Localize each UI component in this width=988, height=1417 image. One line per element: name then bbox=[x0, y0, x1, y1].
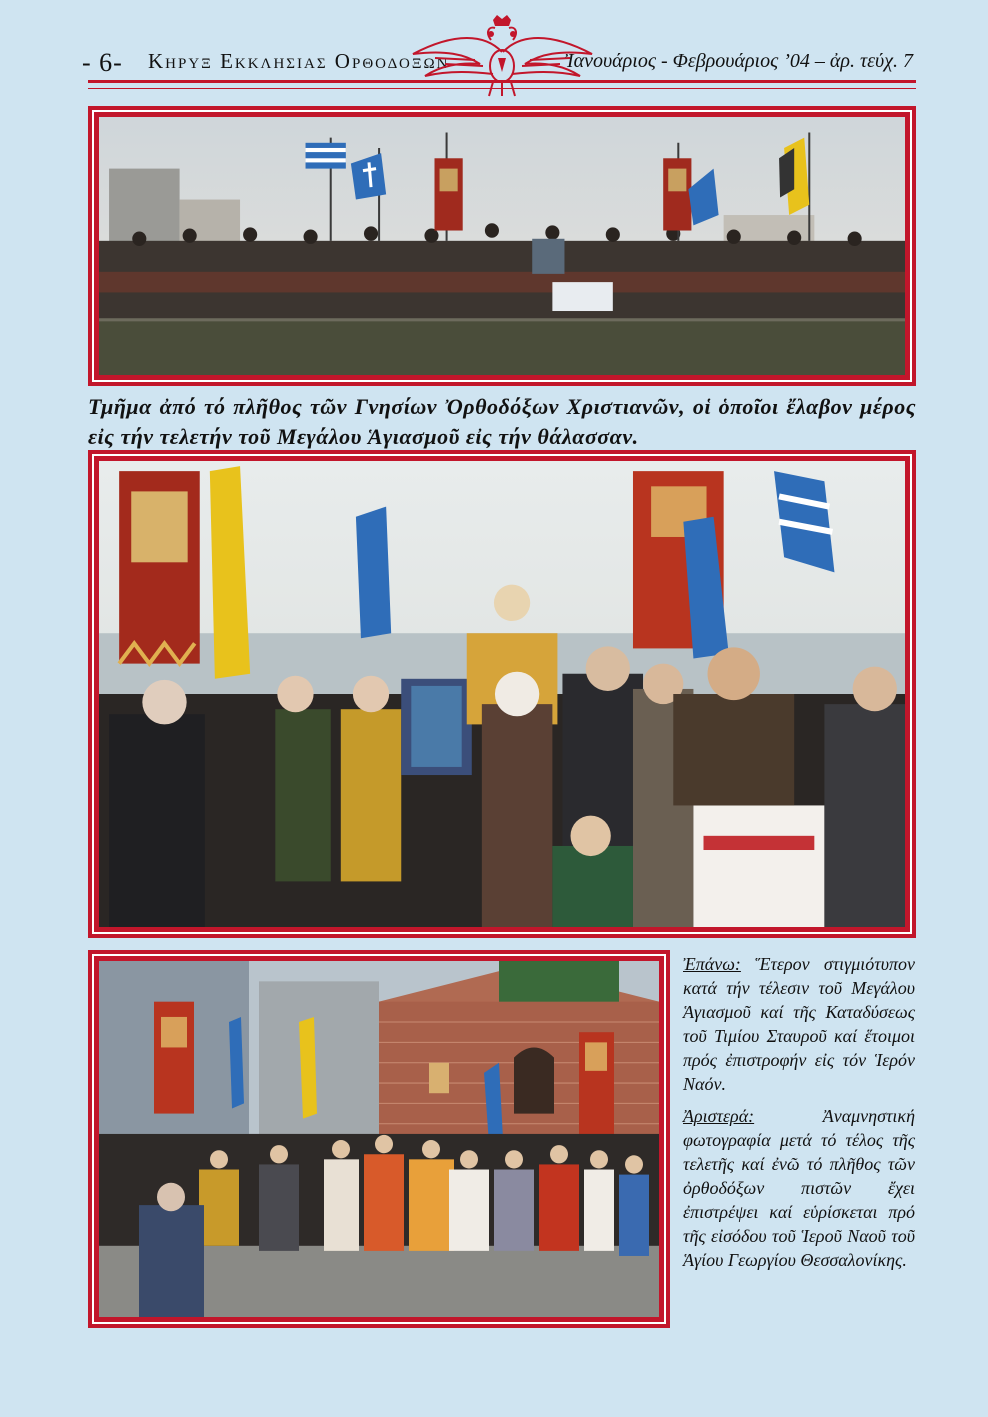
side-caption bbox=[683, 952, 915, 1280]
caption-left-lead: Ἀριστερά: bbox=[683, 1106, 755, 1126]
photo-frame-bottom bbox=[88, 950, 670, 1328]
caption-top-lead: Ἐπάνω: bbox=[683, 954, 741, 974]
header-rule-bottom bbox=[88, 88, 916, 89]
main-caption: Τμῆμα ἀπό τό πλῆθος τῶν Γνησίων Ὀρθοδόξων Χριστιανῶν, οἱ ὁποῖοι ἔλαβον μέρος εἰς τήν τελετήν τοῦ Μεγάλου Ἁγιασμοῦ εἰς τήν θάλασσαν. bbox=[88, 394, 916, 449]
caption-top bbox=[683, 952, 915, 1096]
photo-frame-top bbox=[88, 106, 916, 386]
page-number: - 6- bbox=[82, 48, 123, 77]
publication-title: Κηρυξ Εκκλησιας Ορθοδοξων bbox=[148, 49, 450, 73]
header-rule-top bbox=[88, 80, 916, 83]
issue-date: Ἰανουάριος - Φεβρουάριος ’04 – ἀρ. τεύχ. 7 bbox=[565, 50, 913, 72]
caption-left-text: Ἀναμνηστική φωτογραφία μετά τό τέλος τῆς τελετῆς καί ἐνῶ τό πλῆθος τῶν ὀρθοδόξων πιστῶν ἔχει ἐπιστρέψει καί εὑρίσκεται πρό τῆς εἰσόδου τοῦ Ἱεροῦ Ναοῦ τοῦ Ἁγίου Γεωργίου Θεσσαλονίκης. bbox=[683, 1106, 915, 1270]
photo-church-entrance bbox=[99, 961, 659, 1317]
photo-crowd-seaside bbox=[99, 117, 905, 375]
caption-top-text: Ἕτερον στιγμιότυπον κατά τήν τέλεσιν τοῦ Μεγάλου Ἁγιασμοῦ καί τῆς Καταδύσεως τοῦ Τιμίου Σταυροῦ καί ἕτοιμοι πρός ἐπιστροφήν εἰς τόν Ἱερόν Ναόν. bbox=[683, 954, 915, 1094]
page-header bbox=[0, 0, 988, 100]
photo-frame-middle bbox=[88, 450, 916, 938]
photo-procession-icon bbox=[99, 461, 905, 927]
caption-left bbox=[683, 1104, 915, 1272]
